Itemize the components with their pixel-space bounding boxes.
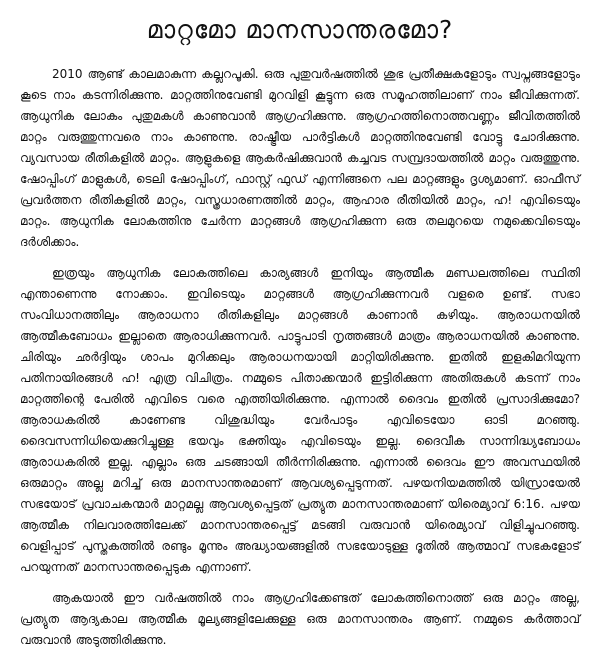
paragraph-intro-text: 2010 ആണ്ട് കാലമാകുന്ന കല്ലറപൂകി. ഒരു പുതുവർഷത്തിൽ ശുഭ പ്രതീക്ഷകളോടും സ്വപ്നങ്ങളോടും കൂടെ നാം കടന്നിരിക്കുന്നു. മാറ്റത്തിനുവേണ്ടി മുറവിളി കൂട്ടുന്ന ഒരു സമൂഹത്തിലാണ് നാം ജീവിക്കുന്നത്. ആധുനിക ലോകം പുതുമകൾ കാണുവാൻ ആഗ്രഹിക്കുന്നു. ആഗ്രഹത്തിനൊത്തവണ്ണം ജീവിതത്തിൽ മാറ്റം വരുത്തുന്നവരെ നാം കാണുന്നു. രാഷ്ട്രീയ പാർട്ടികൾ മാറ്റത്തിനുവേണ്ടി വോട്ടു ചോദിക്കുന്നു. വ്യവസായ രീതികളിൽ മാറ്റം. ആളുകളെ ആകർഷിക്കുവാൻ കച്ചവട സമ്പ്രദായത്തിൽ മാറ്റം വരുത്തുന്നു. ഷോപ്പിംഗ് മാളുകൾ, ടെലി ഷോപ്പിംഗ്, ഫാസ്റ്റ് ഫുഡ് എന്നിങ്ങനെ പല മാറ്റങ്ങളും ദൃശ്യമാണ്. ഓഫീസ് പ്രവർത്തന രീതികളിൽ മാറ്റം, വസ്ത്രധാരണത്തിൽ മാറ്റം, ആഹാര രീതിയിൽ മാറ്റം, ഹ! എവിടെയും മാറ്റം. ആധുനിക ലോകത്തിനു ചേർന്ന മാറ്റങ്ങൾ ആഗ്രഹിക്കുന്ന ഒരു തലമുറയെ നമുക്കെവിടെയും ദർശിക്കാം. xyxy=(20,67,580,249)
paragraph-conclusion-text: ആകയാൽ ഈ വർഷത്തിൽ നാം ആഗ്രഹിക്കേണ്ടത് ലോകത്തിനൊത്ത് ഒരു മാറ്റം അല്ല, പ്രത്യുത ആദ്യകാല ആത്മീക മൂല്യങ്ങളിലേക്കുള്ള ഒരു മാനസാന്തരം ആണ്. നമ്മുടെ കർത്താവ് വരുവാൻ അടുത്തിരിക്കുന്നു. xyxy=(20,591,580,647)
paragraph-spiritual xyxy=(20,263,580,578)
paragraph-spiritual-text: ഇത്രയും ആധുനിക ലോകത്തിലെ കാര്യങ്ങൾ ഇനിയും ആത്മീക മണ്ഡലത്തിലെ സ്ഥിതി എന്താണെന്നു നോക്കാം. ഇവിടെയും മാറ്റങ്ങൾ ആഗ്രഹിക്കുന്നവർ വളരെ ഉണ്ട്. സഭാ സംവിധാനത്തിലും ആരാധനാ രീതികളിലും മാറ്റങ്ങൾ കാണാൻ കഴിയും. ആരാധനയിൽ ആത്മീകബോധം ഇല്ലാതെ ആരാധിക്കുന്നവർ. പാട്ടുപാടി നൃത്തങ്ങൾ മാത്രം ആരാധനയിൽ കാണുന്നു. ചിരിയും ഛർദ്ദിയും ശാപം മുറിക്കലും ആരാധനയായി മാറ്റിയിരിക്കുന്നു. ഇതിൽ ഇളകിമറിയുന്ന പതിനായിരങ്ങൾ ഹ! എത്ര വിചിത്രം. നമ്മുടെ പിതാക്കന്മാർ ഇട്ടിരിക്കുന്ന അതിരുകൾ കടന്ന് നാം മാറ്റത്തിന്റെ പേരിൽ എവിടെ വരെ എത്തിയിരിക്കുന്നു. എന്നാൽ ദൈവം ഇതിൽ പ്രസാദിക്കുമോ? ആരാധകരിൽ കാണേണ്ട വിശുദ്ധിയും വേർപാടും എവിടെയോ ഓടി മറഞ്ഞു. ദൈവസന്നിധിയെക്കുറിച്ചുള്ള ഭയവും ഭക്തിയും എവിടെയും ഇല്ല. ദൈവീക സാന്നിദ്ധ്യബോധം ആരാധകരിൽ ഇല്ല. എല്ലാം ഒരു ചടങ്ങായി തീർന്നിരിക്കുന്നു. എന്നാൽ ദൈവം ഈ അവസ്ഥയിൽ ഒരുമാറ്റം അല്ല മറിച്ച് ഒരു മാനസാന്തരമാണ് ആവശ്യപ്പെടുന്നത്. പഴയനിയമത്തിൽ യിസ്രായേൽ സഭയോട് പ്രവാചകന്മാർ മാറ്റമല്ല ആവശ്യപ്പെട്ടത് പ്രത്യുത മാനസാന്തരമാണ് യിരെമ്യാവ് 6:16. പഴയ ആത്മീക നിലവാരത്തിലേക്ക് മാനസാന്തരപ്പെട്ട് മടങ്ങി വരുവാൻ യിരെമ്യാവ് വിളിച്ചുപറഞ്ഞു. വെളിപ്പാട് പുസ്തകത്തിൽ രണ്ടും മൂന്നും അദ്ധ്യായങ്ങളിൽ സഭയോടുള്ള ദൂതിൽ ആത്മാവ് സഭകളോട് പറയുന്നത് മാനസാന്തരപ്പെടുക എന്നാണ്. xyxy=(20,266,580,574)
page-title: മാറ്റമോ മാനസാന്തരമോ? xyxy=(146,15,454,44)
paragraph-conclusion xyxy=(20,588,580,651)
paragraph-intro xyxy=(20,64,580,253)
